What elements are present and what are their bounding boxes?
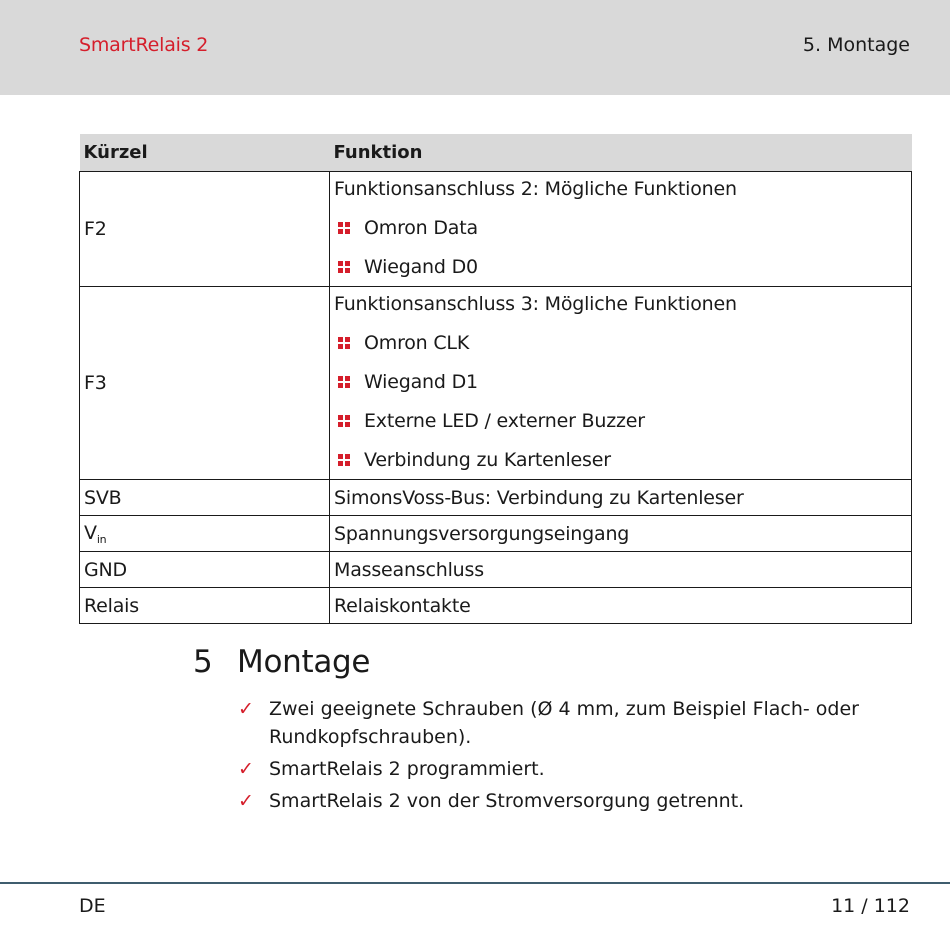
code-cell [80,516,330,552]
bullet-icon [338,376,350,388]
bullet-icon [338,261,350,273]
table-row [80,552,912,588]
code-cell: SVB [80,480,330,516]
code-cell: GND [80,552,330,588]
list-item-text: Verbindung zu Kartenleser [364,448,611,471]
function-intro: Funktionsanschluss 2: Mögliche Funktionen [334,178,737,200]
function-cell: SimonsVoss-Bus: Verbindung zu Kartenleser [330,480,912,516]
footer-divider [0,882,950,884]
list-item-text: Wiegand D1 [364,370,478,393]
list-item-text: Wiegand D0 [364,255,478,278]
table-row [80,287,912,480]
section-number: 5 [193,644,213,680]
bullet-icon [338,415,350,427]
list-item [334,323,907,362]
table-row [80,516,912,552]
function-intro: Funktionsanschluss 3: Mögliche Funktionen [334,293,737,315]
function-cell: Masseanschluss [330,552,912,588]
function-cell [330,287,912,480]
list-item [334,208,907,247]
requirement-text: Zwei geeignete Schrauben (Ø 4 mm, zum Beispiel Flach- oder Rundkopfschrauben). [269,698,859,748]
list-item [238,787,878,815]
chapter-reference: 5. Montage [802,34,910,56]
requirement-text: SmartRelais 2 von der Stromversorgung getrennt. [269,790,745,812]
table-row [80,480,912,516]
function-cell: Relaiskontakte [330,588,912,624]
page-number: 11 / 112 [831,895,910,917]
column-header-function: Funktion [330,134,912,172]
bullet-icon [338,454,350,466]
table-row [80,172,912,287]
list-item [334,362,907,401]
function-cell: Spannungsversorgungseingang [330,516,912,552]
section-heading [193,644,370,680]
code-main: V [84,521,97,544]
bullet-icon [338,222,350,234]
table-header-row [80,134,912,172]
list-item [238,755,878,783]
list-item-text: Omron Data [364,216,478,239]
checkmark-icon: ✓ [238,698,254,720]
checkmark-icon: ✓ [238,790,254,812]
code-cell: Relais [80,588,330,624]
column-header-code: Kürzel [80,134,330,172]
requirements-list [238,695,878,819]
page-header [0,0,950,95]
document-title: SmartRelais 2 [79,34,209,56]
code-cell: F2 [80,172,330,287]
list-item [334,401,907,440]
language-code: DE [79,895,106,917]
bullet-icon [338,337,350,349]
section-title: Montage [237,644,371,680]
requirement-text: SmartRelais 2 programmiert. [269,758,545,780]
checkmark-icon: ✓ [238,758,254,780]
function-cell [330,172,912,287]
code-cell: F3 [80,287,330,480]
list-item [334,440,907,479]
terminal-table [79,134,912,624]
code-subscript: in [96,532,107,546]
list-item-text: Externe LED / externer Buzzer [364,409,645,432]
list-item [238,695,878,751]
list-item-text: Omron CLK [364,331,470,354]
table-row [80,588,912,624]
list-item [334,247,907,286]
